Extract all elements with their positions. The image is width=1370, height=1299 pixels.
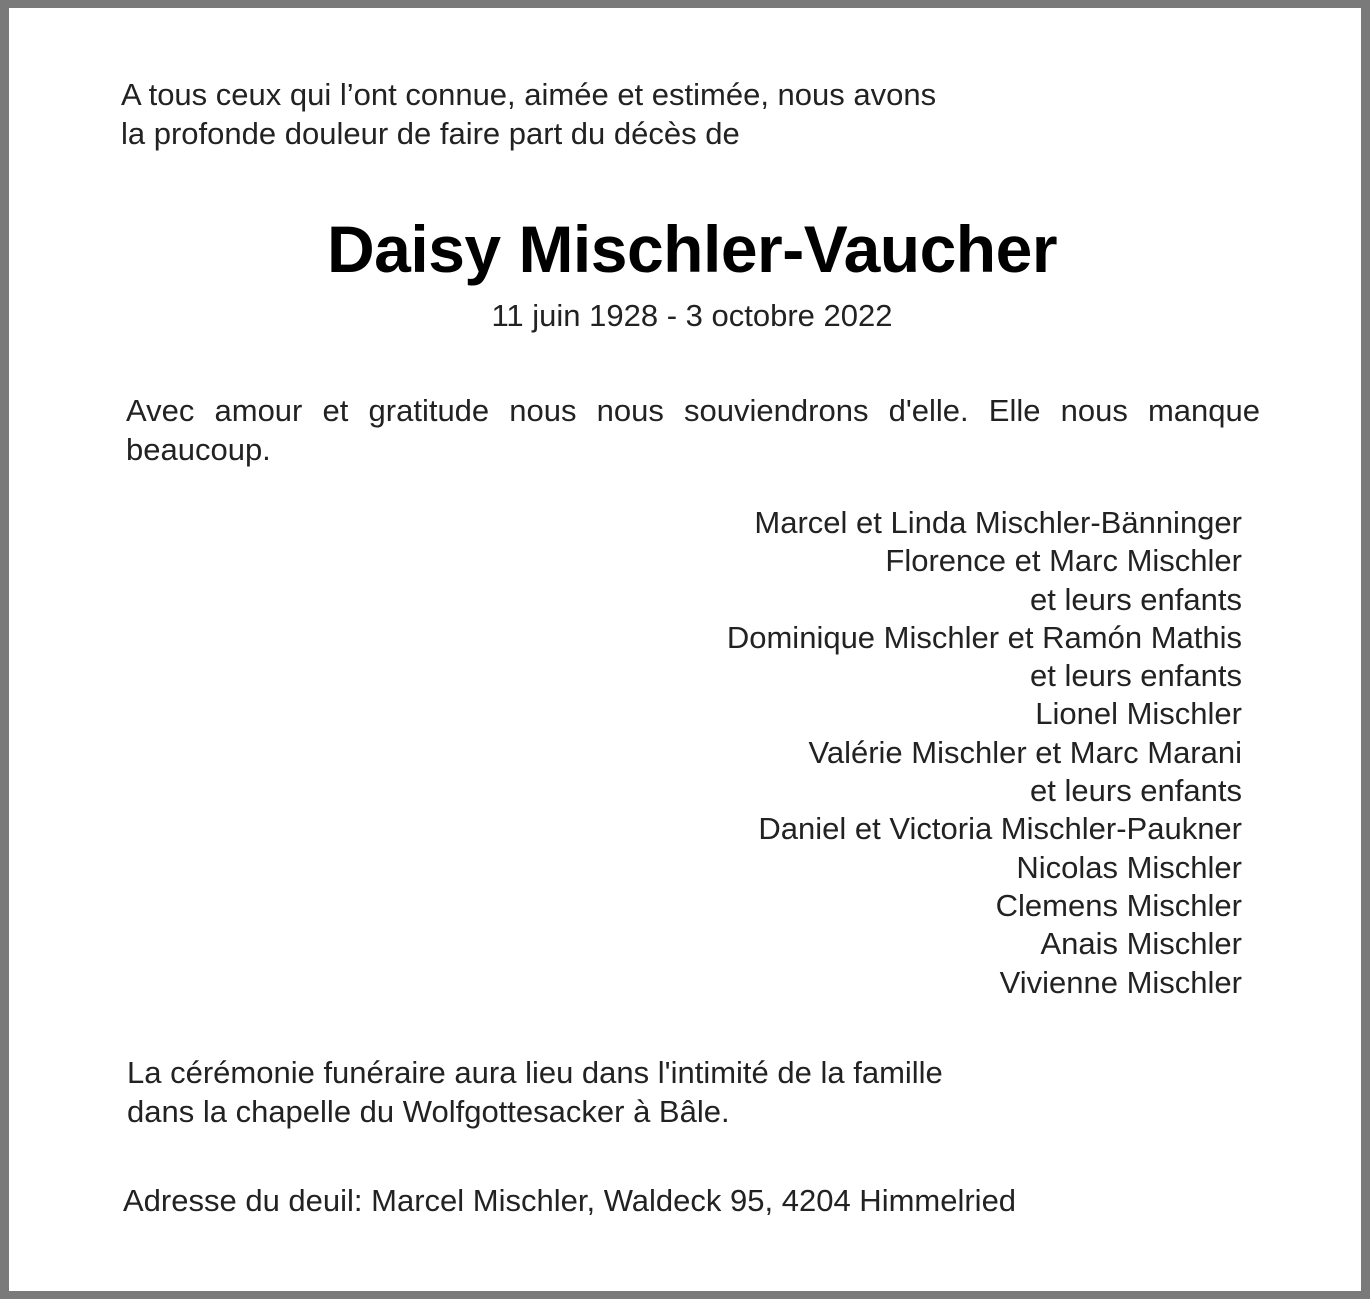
mourner-entry: et leurs enfants	[1030, 658, 1242, 694]
mourner-entry: et leurs enfants	[1030, 773, 1242, 809]
mourner-entry: Lionel Mischler	[1035, 696, 1242, 732]
mourner-entry: Marcel et Linda Mischler-Bänninger	[754, 505, 1242, 540]
mourner-entry: Clemens Mischler	[995, 887, 1242, 923]
intro-line: la profonde douleur de faire part du décès de	[121, 116, 740, 151]
ceremony-info	[127, 1053, 1127, 1131]
intro-paragraph	[121, 75, 1081, 153]
mourner-entry: Daniel et Victoria Mischler-Paukner	[758, 811, 1242, 847]
mourner-entry: Vivienne Mischler	[999, 964, 1242, 1000]
deceased-name: Daisy Mischler-Vaucher	[326, 212, 1058, 286]
mourner-entry: Nicolas Mischler	[1016, 849, 1242, 885]
ceremony-line: La cérémonie funéraire aura lieu dans l'intimité de la famille	[127, 1055, 943, 1090]
mourners-list	[542, 504, 1242, 1002]
mourner-entry: et leurs enfants	[1030, 581, 1242, 617]
intro-line: A tous ceux qui l’ont connue, aimée et estimée, nous avons	[121, 77, 937, 112]
mourner-entry: Anais Mischler	[1040, 926, 1242, 962]
mourner-entry: Valérie Mischler et Marc Marani	[808, 734, 1242, 770]
ceremony-line: dans la chapelle du Wolfgottesacker à Bâle.	[127, 1094, 730, 1129]
mourning-address: Adresse du deuil: Marcel Mischler, Waldeck 95, 4204 Himmelried	[123, 1183, 1017, 1218]
life-dates: 11 juin 1928 - 3 octobre 2022	[491, 298, 893, 333]
mourner-entry: Florence et Marc Mischler	[885, 543, 1242, 579]
mourner-entry: Dominique Mischler et Ramón Mathis	[726, 619, 1242, 655]
remembrance-message: Avec amour et gratitude nous nous souviendrons d'elle. Elle nous manque beaucoup.	[126, 393, 1260, 467]
